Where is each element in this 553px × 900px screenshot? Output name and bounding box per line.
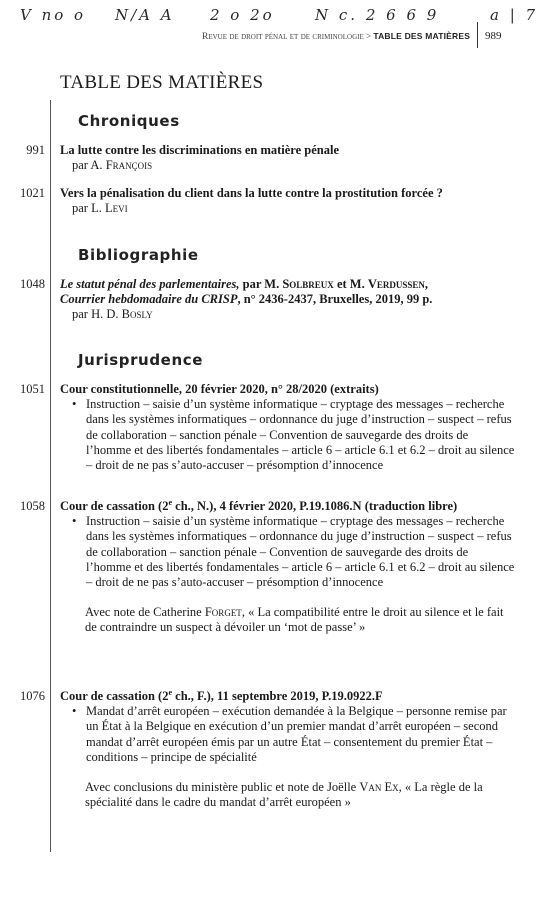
handwritten-annotations [20, 2, 540, 28]
handwritten-note: 2 o 2o [210, 6, 275, 24]
bullet-icon: • [72, 704, 77, 719]
entry-page-number: 1076 [20, 689, 45, 703]
toc-entry[interactable] [60, 499, 515, 636]
handwritten-note: N c. 2 6 6 9 [315, 6, 440, 24]
page-number: 989 [485, 30, 502, 42]
entry-note: Avec conclusions du ministère public et note de Joëlle Van Ex, « La règle de la spécialité dans le cadre du mandat d’arrêt européen » [85, 780, 483, 810]
toc-entry[interactable] [60, 143, 515, 173]
entry-summary: • Instruction – saisie d’un système informatique – cryptage des messages – recherche dans les systèmes informatiques – ordonnance du juge d’instruction – suspect – refus de collaboration – sanction pénale – Convention de sauvegarde des droits de l’homme et des libertés fondamentales – article 6 – article 6.1 et 6.2 – droit au silence – droit de ne pas s’auto-accuser – présomption d’innocence [60, 514, 515, 590]
entry-summary: • Instruction – saisie d’un système informatique – cryptage des messages – recherche dans les systèmes informatiques – ordonnance du juge d’instruction – suspect – refus de collaboration – sanction pénale – Convention de sauvegarde des droits de l’homme et des libertés fondamentales – article 6 – article 6.1 et 6.2 – droit au silence – droit de ne pas s’auto-accuser – présomption d’innocence [60, 397, 515, 473]
entry-author: par L. Levi [72, 201, 128, 216]
entry-author: par A. François [72, 158, 153, 173]
toc-entry[interactable] [60, 382, 515, 473]
handwritten-note: a | 7 [490, 6, 539, 24]
running-head-section: TABLE DES MATIÈRES [373, 31, 471, 41]
journal-name: Revue de droit pénal et de criminologie [202, 32, 364, 42]
section-heading-bibliographie: Bibliographie [78, 246, 199, 264]
running-head [202, 31, 470, 42]
entry-title: Cour de cassation (2e ch., N.), 4 février 2020, P.19.1086.N (traduction libre) [60, 497, 458, 513]
handwritten-note: N/A A [115, 6, 175, 24]
entry-page-number: 1051 [20, 382, 45, 396]
entry-note: Avec note de Catherine Forget, « La compatibilité entre le droit au silence et le fait de contraindre un suspect à dévoiler un ‘mot de passe’ » [85, 605, 504, 635]
entry-title: Vers la pénalisation du client dans la lutte contre la prostitution forcée ? [60, 186, 443, 200]
toc-entry[interactable] [60, 277, 515, 323]
entry-page-number: 991 [26, 143, 45, 157]
section-heading-chroniques: Chroniques [78, 112, 180, 130]
entry-page-number: 1021 [20, 186, 45, 200]
entry-title: Cour constitutionnelle, 20 février 2020, n° 28/2020 (extraits) [60, 382, 379, 396]
header-divider [477, 22, 478, 48]
page-title: TABLE DES MATIÈRES [60, 72, 264, 93]
entry-page-number: 1058 [20, 499, 45, 513]
arrow-icon: > [365, 31, 372, 41]
entry-title: Le statut pénal des parlementaires, par M. Solbreux et M. Verdussen, Courrier hebdomadaire du CRISP, n° 2436-2437, Bruxelles, 2019, 99 p. [60, 277, 433, 307]
toc-entry[interactable] [60, 689, 515, 810]
entry-author: par H. D. Bosly [72, 307, 153, 322]
toc-entry[interactable] [60, 186, 515, 216]
bullet-icon: • [72, 397, 77, 412]
section-heading-jurisprudence: Jurisprudence [78, 351, 203, 369]
bullet-icon: • [72, 514, 77, 529]
entry-summary: • Mandat d’arrêt européen – exécution demandée à la Belgique – personne remise par un État à la Belgique en exécution d’un premier mandat d’arrêt européen – second mandat d’arrêt européen émis par un autre État – consentement du premier État – conditions – principe de spécialité [60, 704, 515, 765]
entry-page-number: 1048 [20, 277, 45, 291]
margin-rule [50, 100, 51, 852]
entry-title: Cour de cassation (2e ch., F.), 11 septembre 2019, P.19.0922.F [60, 687, 383, 703]
handwritten-note: V no o [20, 6, 87, 24]
entry-title: La lutte contre les discriminations en matière pénale [60, 143, 340, 157]
